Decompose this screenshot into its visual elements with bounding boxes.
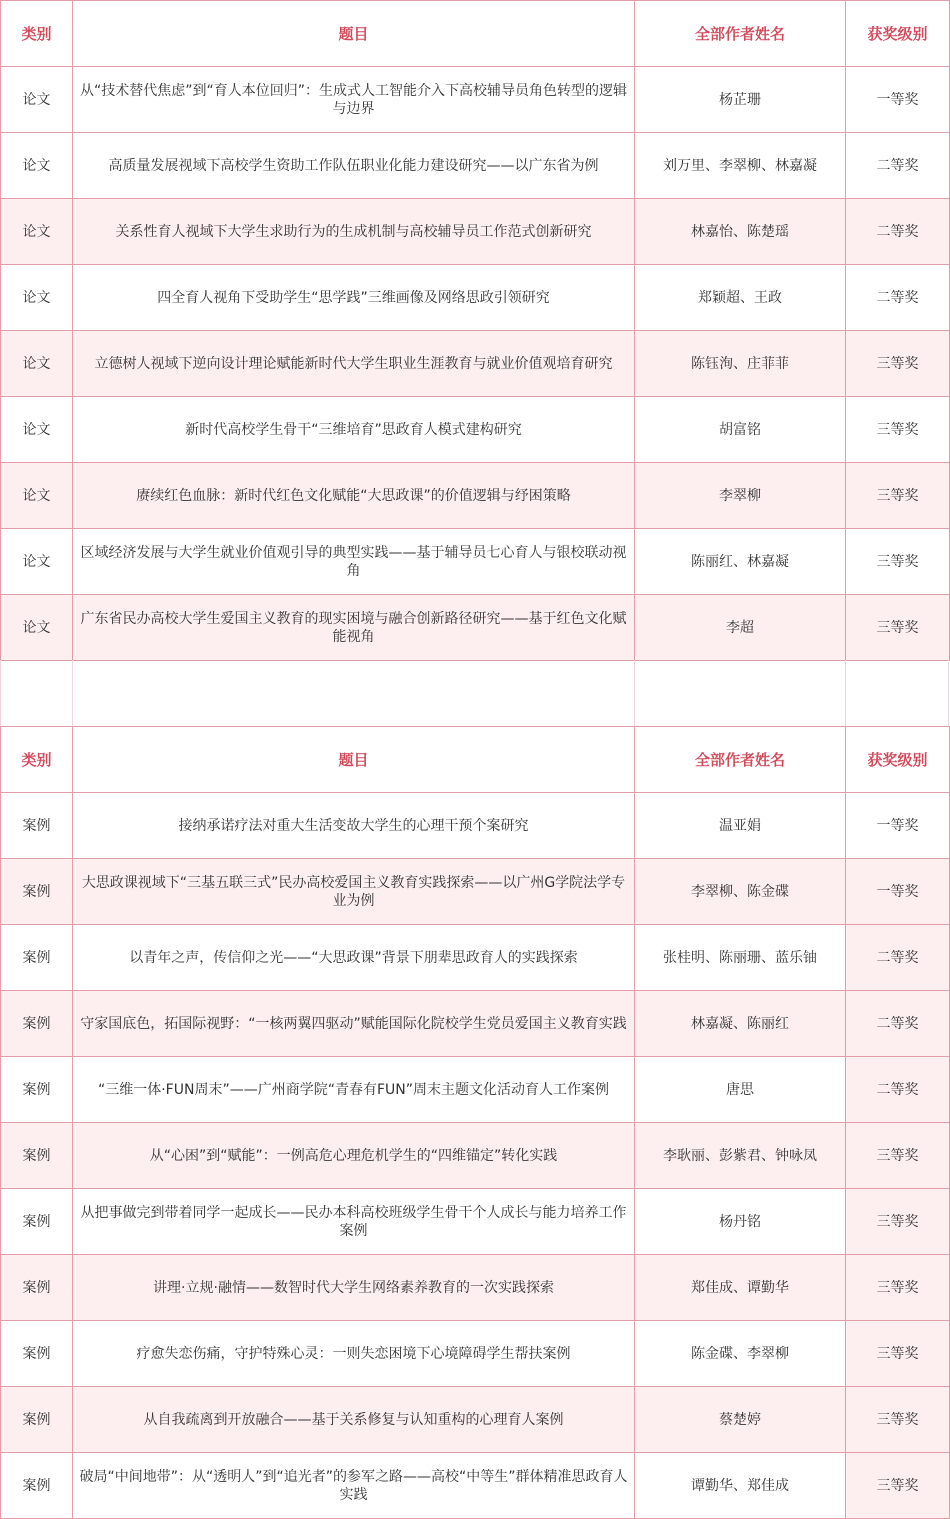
- cell-authors: 李超: [635, 595, 846, 661]
- header-award: 获奖级别: [846, 727, 950, 793]
- papers-table: [0, 0, 950, 661]
- cell-authors: 林嘉凝、陈丽红: [635, 991, 846, 1057]
- table-row: [1, 991, 950, 1057]
- table-header-row: [1, 1, 950, 67]
- cell-title: 广东省民办高校大学生爱国主义教育的现实困境与融合创新路径研究——基于红色文化赋能视角: [73, 595, 635, 661]
- header-title: 题目: [73, 1, 635, 67]
- cell-authors: 谭勤华、郑佳成: [635, 1453, 846, 1519]
- table-row: [1, 331, 950, 397]
- cell-authors: 林嘉怡、陈楚瑶: [635, 199, 846, 265]
- table-row: [1, 463, 950, 529]
- cell-category: 案例: [1, 1321, 73, 1387]
- table-row: [1, 595, 950, 661]
- table-row: [1, 1057, 950, 1123]
- cell-title: 从“技术替代焦虑”到“育人本位回归”：生成式人工智能介入下高校辅导员角色转型的逻辑与边界: [73, 67, 635, 133]
- cell-category: 论文: [1, 397, 73, 463]
- cell-title: 高质量发展视域下高校学生资助工作队伍职业化能力建设研究——以广东省为例: [73, 133, 635, 199]
- cell-award: 一等奖: [846, 793, 950, 859]
- header-authors: 全部作者姓名: [635, 727, 846, 793]
- cell-award: 一等奖: [846, 67, 950, 133]
- cell-award: 三等奖: [846, 397, 950, 463]
- gap-divider: [0, 660, 1, 726]
- cell-category: 案例: [1, 925, 73, 991]
- cell-authors: 郑佳成、谭勤华: [635, 1255, 846, 1321]
- table-row: [1, 1453, 950, 1519]
- cell-category: 论文: [1, 199, 73, 265]
- cell-category: 案例: [1, 1387, 73, 1453]
- cell-category: 论文: [1, 265, 73, 331]
- cell-title: 从“心困”到“赋能”：一例高危心理危机学生的“四维锚定”转化实践: [73, 1123, 635, 1189]
- cell-award: 一等奖: [846, 859, 950, 925]
- cell-title: 新时代高校学生骨干“三维培育”思政育人模式建构研究: [73, 397, 635, 463]
- cell-title: 大思政课视域下“三基五联三式”民办高校爱国主义教育实践探索——以广州G学院法学专业为例: [73, 859, 635, 925]
- cell-award: 二等奖: [846, 133, 950, 199]
- cell-title: 区域经济发展与大学生就业价值观引导的典型实践——基于辅导员七心育人与银校联动视角: [73, 529, 635, 595]
- gap-divider: [845, 660, 846, 726]
- table-row: [1, 1255, 950, 1321]
- table-row: [1, 1189, 950, 1255]
- cell-authors: 李翠柳、陈金碟: [635, 859, 846, 925]
- cell-title: 从把事做完到带着同学一起成长——民办本科高校班级学生骨干个人成长与能力培养工作案例: [73, 1189, 635, 1255]
- table-row: [1, 859, 950, 925]
- cell-award: 三等奖: [846, 1321, 950, 1387]
- header-category: 类别: [1, 1, 73, 67]
- cell-title: 立德树人视域下逆向设计理论赋能新时代大学生职业生涯教育与就业价值观培育研究: [73, 331, 635, 397]
- table-row: [1, 793, 950, 859]
- gap-divider: [634, 660, 635, 726]
- cases-table: [0, 726, 950, 1519]
- cell-authors: 陈丽红、林嘉凝: [635, 529, 846, 595]
- gap-divider: [948, 660, 949, 726]
- header-award: 获奖级别: [846, 1, 950, 67]
- table-row: [1, 67, 950, 133]
- cell-award: 三等奖: [846, 595, 950, 661]
- cell-title: 从自我疏离到开放融合——基于关系修复与认知重构的心理育人案例: [73, 1387, 635, 1453]
- cell-title: 关系性育人视域下大学生求助行为的生成机制与高校辅导员工作范式创新研究: [73, 199, 635, 265]
- cell-category: 论文: [1, 529, 73, 595]
- table-gap: [0, 660, 949, 726]
- cell-category: 论文: [1, 133, 73, 199]
- table-row: [1, 1321, 950, 1387]
- cell-category: 案例: [1, 1123, 73, 1189]
- cell-authors: 李耿丽、彭紫君、钟咏凤: [635, 1123, 846, 1189]
- cell-category: 论文: [1, 331, 73, 397]
- cell-authors: 刘万里、李翠柳、林嘉凝: [635, 133, 846, 199]
- table-row: [1, 133, 950, 199]
- cell-authors: 唐思: [635, 1057, 846, 1123]
- table-row: [1, 199, 950, 265]
- cell-title: 以青年之声，传信仰之光——“大思政课”背景下朋辈思政育人的实践探索: [73, 925, 635, 991]
- cell-title: 赓续红色血脉：新时代红色文化赋能“大思政课”的价值逻辑与纾困策略: [73, 463, 635, 529]
- table-row: [1, 397, 950, 463]
- cell-category: 案例: [1, 793, 73, 859]
- table-row: [1, 1387, 950, 1453]
- cell-award: 三等奖: [846, 1123, 950, 1189]
- table-row: [1, 529, 950, 595]
- cell-category: 案例: [1, 1453, 73, 1519]
- cell-award: 二等奖: [846, 199, 950, 265]
- cell-authors: 陈钰洵、庄菲菲: [635, 331, 846, 397]
- cell-category: 案例: [1, 991, 73, 1057]
- cell-award: 三等奖: [846, 1453, 950, 1519]
- cell-award: 三等奖: [846, 1189, 950, 1255]
- cell-authors: 温亚娟: [635, 793, 846, 859]
- cell-category: 案例: [1, 1189, 73, 1255]
- cell-title: “三维一体·FUN周末”——广州商学院“青春有FUN”周末主题文化活动育人工作案例: [73, 1057, 635, 1123]
- table-row: [1, 265, 950, 331]
- cell-authors: 杨丹铭: [635, 1189, 846, 1255]
- cell-category: 案例: [1, 1255, 73, 1321]
- header-category: 类别: [1, 727, 73, 793]
- table-row: [1, 1123, 950, 1189]
- cell-authors: 杨芷珊: [635, 67, 846, 133]
- cell-category: 案例: [1, 859, 73, 925]
- cell-title: 守家国底色，拓国际视野：“一核两翼四驱动”赋能国际化院校学生党员爱国主义教育实践: [73, 991, 635, 1057]
- cell-title: 疗愈失恋伤痛，守护特殊心灵：一则失恋困境下心境障碍学生帮扶案例: [73, 1321, 635, 1387]
- cell-authors: 郑颖超、王政: [635, 265, 846, 331]
- table-row: [1, 925, 950, 991]
- header-authors: 全部作者姓名: [635, 1, 846, 67]
- cell-authors: 李翠柳: [635, 463, 846, 529]
- cell-award: 三等奖: [846, 1255, 950, 1321]
- cell-authors: 陈金碟、李翠柳: [635, 1321, 846, 1387]
- cell-award: 三等奖: [846, 463, 950, 529]
- cell-award: 二等奖: [846, 925, 950, 991]
- gap-divider: [72, 660, 73, 726]
- cell-title: 讲理·立规·融情——数智时代大学生网络素养教育的一次实践探索: [73, 1255, 635, 1321]
- cell-title: 接纳承诺疗法对重大生活变故大学生的心理干预个案研究: [73, 793, 635, 859]
- cell-authors: 蔡楚婷: [635, 1387, 846, 1453]
- table-header-row: [1, 727, 950, 793]
- cell-award: 二等奖: [846, 265, 950, 331]
- cell-title: 破局“中间地带”：从“透明人”到“追光者”的参军之路——高校“中等生”群体精准思政育人实践: [73, 1453, 635, 1519]
- cell-award: 二等奖: [846, 991, 950, 1057]
- cell-category: 案例: [1, 1057, 73, 1123]
- cell-award: 二等奖: [846, 1057, 950, 1123]
- cell-title: 四全育人视角下受助学生“思学践”三维画像及网络思政引领研究: [73, 265, 635, 331]
- cell-category: 论文: [1, 595, 73, 661]
- cell-award: 三等奖: [846, 529, 950, 595]
- cell-category: 论文: [1, 67, 73, 133]
- cell-authors: 胡富铭: [635, 397, 846, 463]
- cell-category: 论文: [1, 463, 73, 529]
- cell-award: 三等奖: [846, 331, 950, 397]
- cell-authors: 张桂明、陈丽珊、蓝乐铀: [635, 925, 846, 991]
- cell-award: 三等奖: [846, 1387, 950, 1453]
- header-title: 题目: [73, 727, 635, 793]
